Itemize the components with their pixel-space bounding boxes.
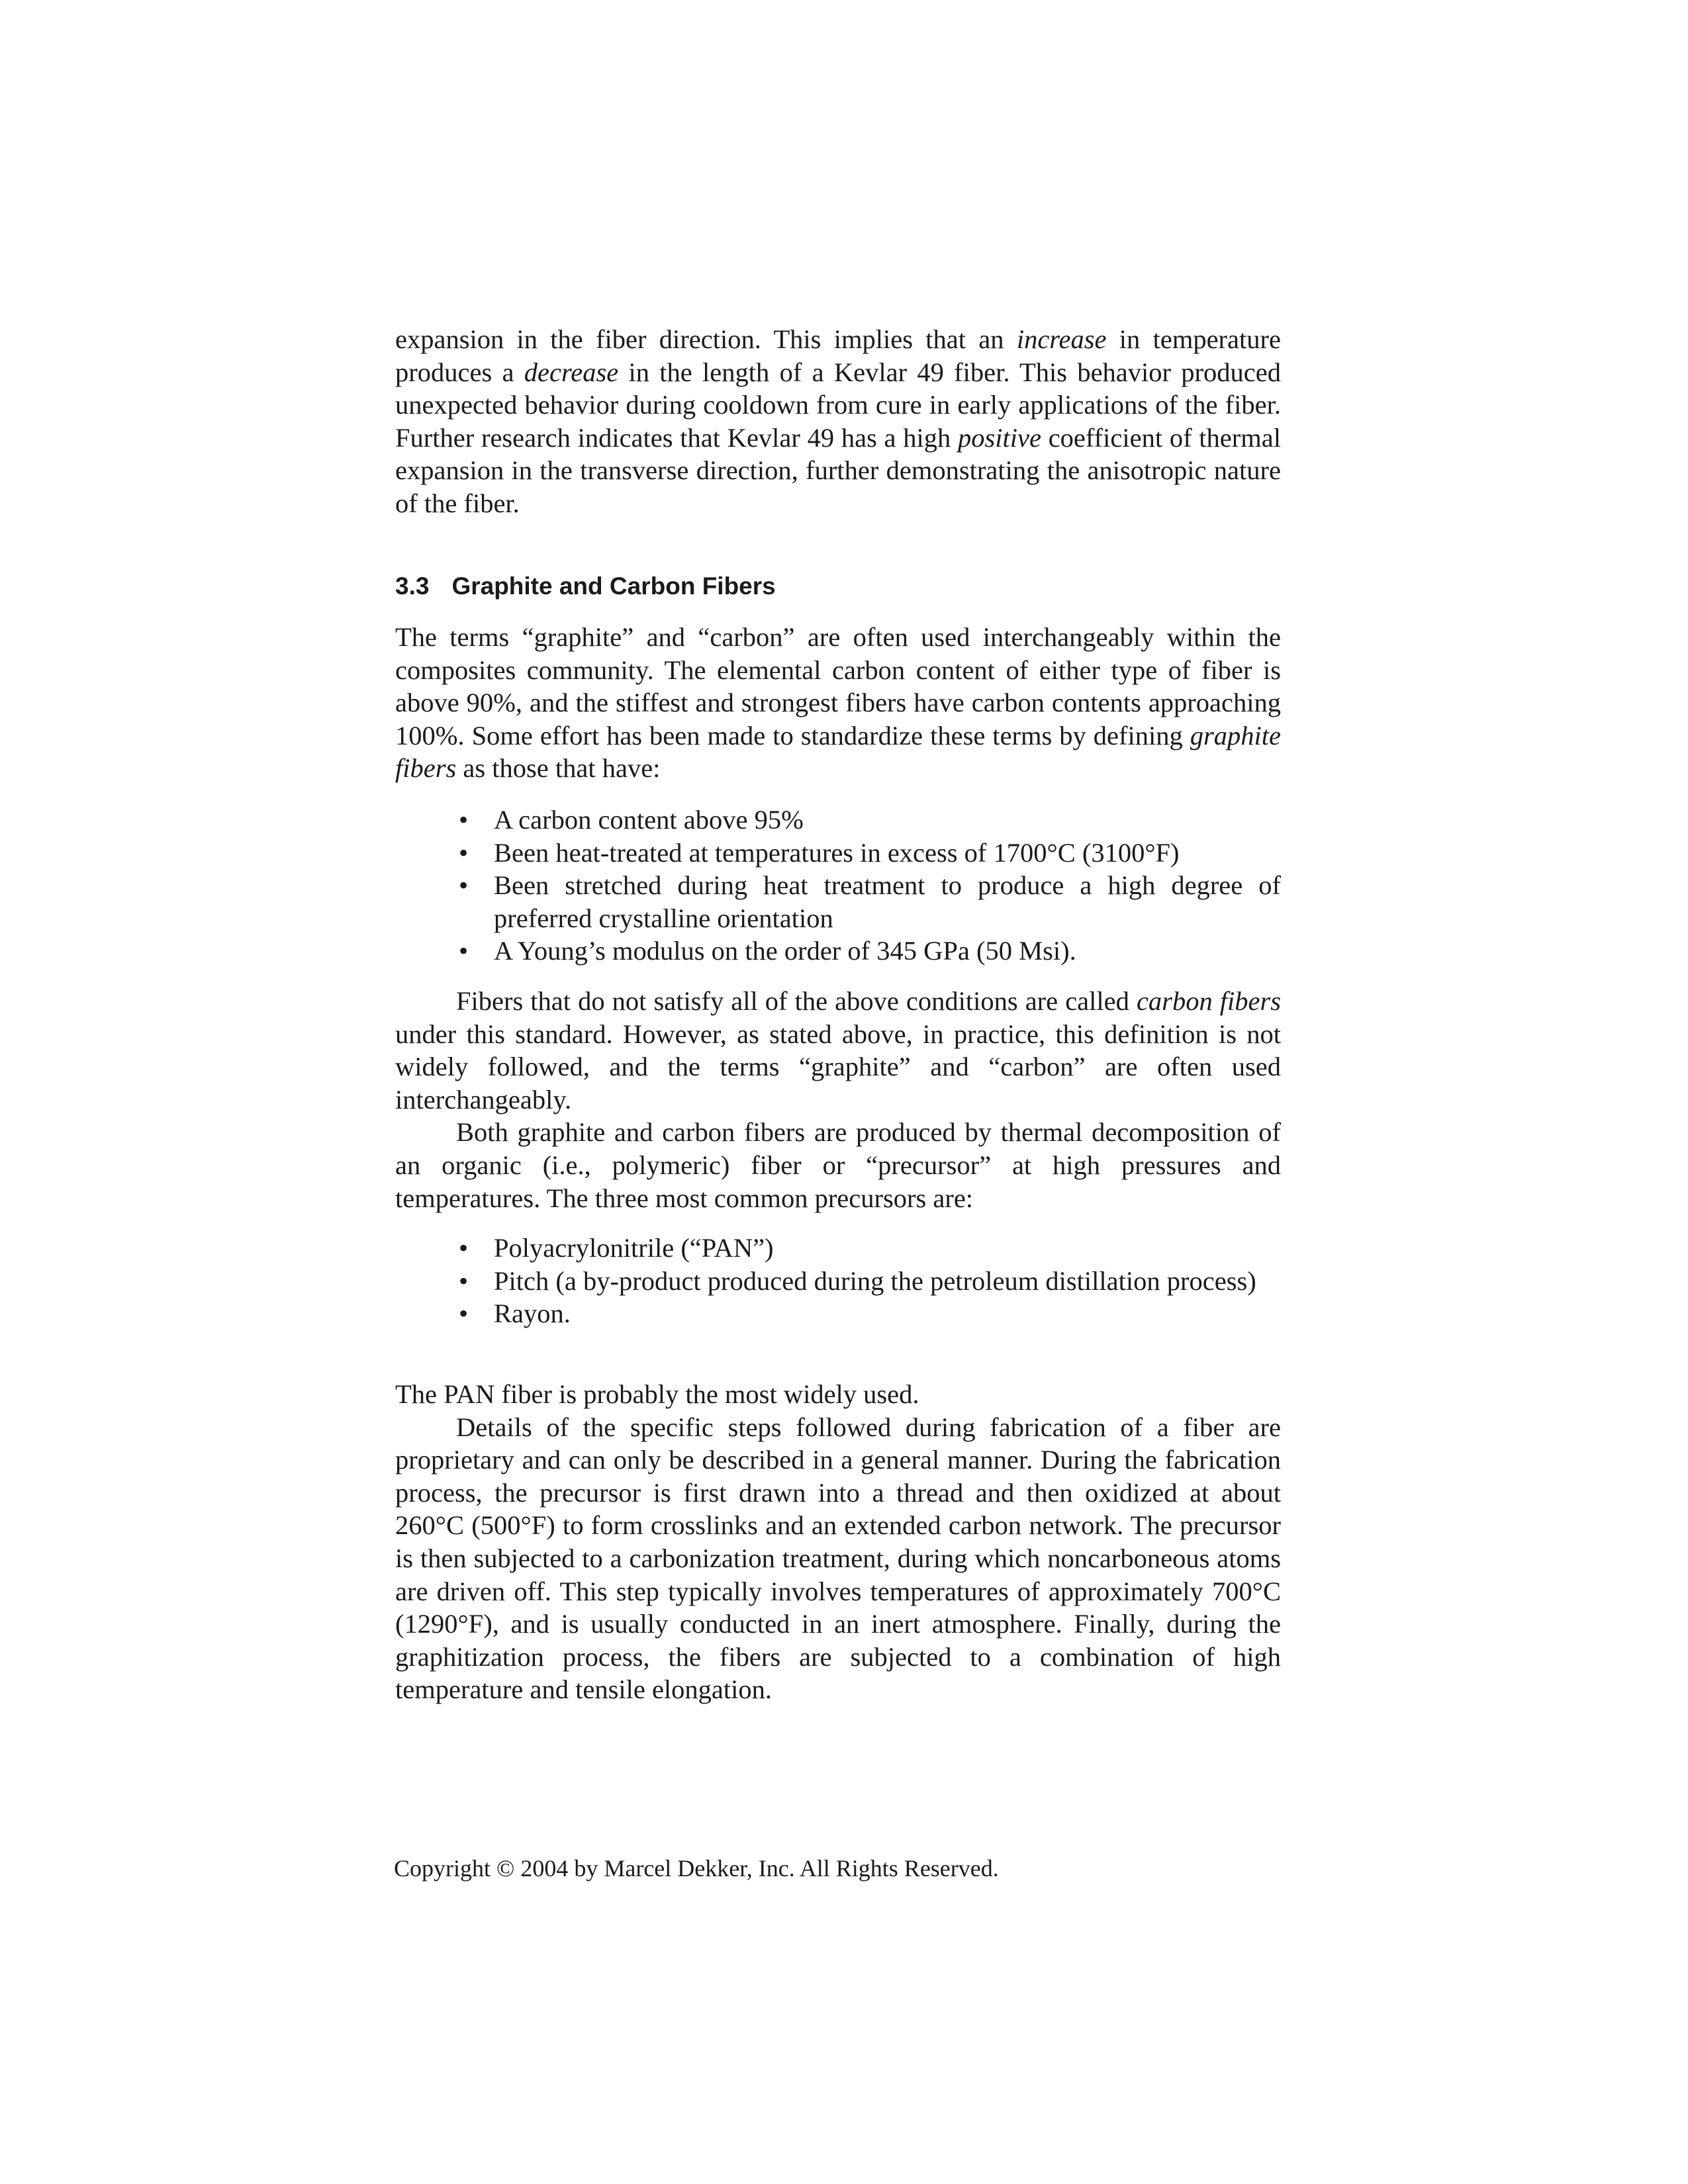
terms-paragraph [395,621,1281,785]
kevlar-expansion-paragraph [395,323,1281,520]
list-item-text: Pitch (a by-product produced during the petroleum distillation process) [494,1265,1256,1296]
emphasis-graphite-fibers: graphite fibers [395,720,1281,784]
list-item-text: A Young’s modulus on the order of 345 GPa (50 Msi). [494,936,1076,966]
text-run: in the length of a Kevlar 49 fiber. This behavior produced unexpected behavior during cooldown from cure in early applications of the fiber. Further research indicates that Kevlar 49 has a high [395,357,1281,453]
list-item-text: A carbon content above 95% [494,805,804,835]
intro-block [395,621,1281,785]
precursor-paragraph: Both graphite and carbon fibers are produced by thermal decomposition of an organic (i.e., polymeric) fiber or “precursor” at high pressures and temperatures. The three most common precursors are: [395,1117,1281,1213]
graphite-criteria-list [395,803,1281,968]
fabrication-paragraph: Details of the specific steps followed during fabrication of a fiber are proprietary and can only be described in a general manner. During the fabrication process, the precursor is first drawn into a thread and then oxidized at about 260°C (500°F) to form crosslinks and an extended carbon network. The precursor is then subjected to a carbonization treatment, during which noncarboneous atoms are driven off. This step typically involves temperatures of approximately 700°C (1290°F), and is usually conducted in an inert atmosphere. Finally, during the graphitization process, the fibers are subjected to a combination of high temperature and tensile elongation. [395,1412,1281,1705]
text-run: The terms “graphite” and “carbon” are often used interchangeably within the composites community. The elemental carbon content of either type of fiber is above 90%, and the stiffest and strongest fibers have carbon contents approaching 100%. Some effort has been made to standardize these terms by defining [395,622,1281,751]
pan-sentence: The PAN fiber is probably the most widely used. [395,1379,919,1409]
emphasis-positive: positive [957,422,1041,453]
section-heading [395,570,776,602]
list-item [395,803,1281,837]
text-run: under this standard. However, as stated above, in practice, this definition is not widely followed, and the terms “graphite” and “carbon” are often used interchangeably. [395,1019,1281,1115]
continuation-paragraph-block [395,323,1281,520]
list-item [395,869,1281,934]
bullet-icon: • [459,837,469,868]
list-item [395,837,1281,870]
section-title: Graphite and Carbon Fibers [451,572,776,600]
list-item-text: Polyacrylonitrile (“PAN”) [494,1233,774,1263]
text-run: Fibers that do not satisfy all of the above conditions are called [456,986,1137,1016]
bullet-icon: • [459,1265,469,1296]
text-run: in temperature produces a [395,324,1281,387]
bullet-icon: • [459,805,469,835]
bullet-icon: • [459,936,469,966]
list-item-text: Rayon. [494,1298,571,1329]
bullet-icon: • [459,1298,469,1329]
copyright-footer: Copyright © 2004 by Marcel Dekker, Inc. All Rights Reserved. [394,1855,999,1882]
text-run: as those that have: [456,753,661,784]
section-number: 3.3 [395,572,430,600]
fabrication-block [395,1378,1281,1706]
graphite-criteria-list-block [395,803,1281,968]
list-item [395,1232,1281,1265]
text-run: expansion in the fiber direction. This implies that an [395,324,1017,354]
emphasis-increase: increase [1016,324,1107,354]
list-item-text: Been heat-treated at temperatures in excess of 1700°C (3100°F) [494,837,1180,868]
emphasis-carbon-fibers: carbon fibers [1136,986,1282,1016]
precursor-list-block [395,1232,1281,1330]
bullet-icon: • [459,870,469,901]
precursor-list [395,1232,1281,1330]
carbon-fibers-paragraph [395,985,1281,1116]
list-item [395,934,1281,968]
list-item [395,1297,1281,1330]
list-item-text: Been stretched during heat treatment to produce a high degree of preferred crystalline orientation [494,870,1281,933]
emphasis-decrease: decrease [524,357,619,387]
bullet-icon: • [459,1233,469,1263]
list-item [395,1265,1281,1298]
carbon-definition-block [395,985,1281,1214]
text-run: coefficient of thermal expansion in the transverse direction, further demonstrating the anisotropic nature of the fiber. [395,422,1281,518]
